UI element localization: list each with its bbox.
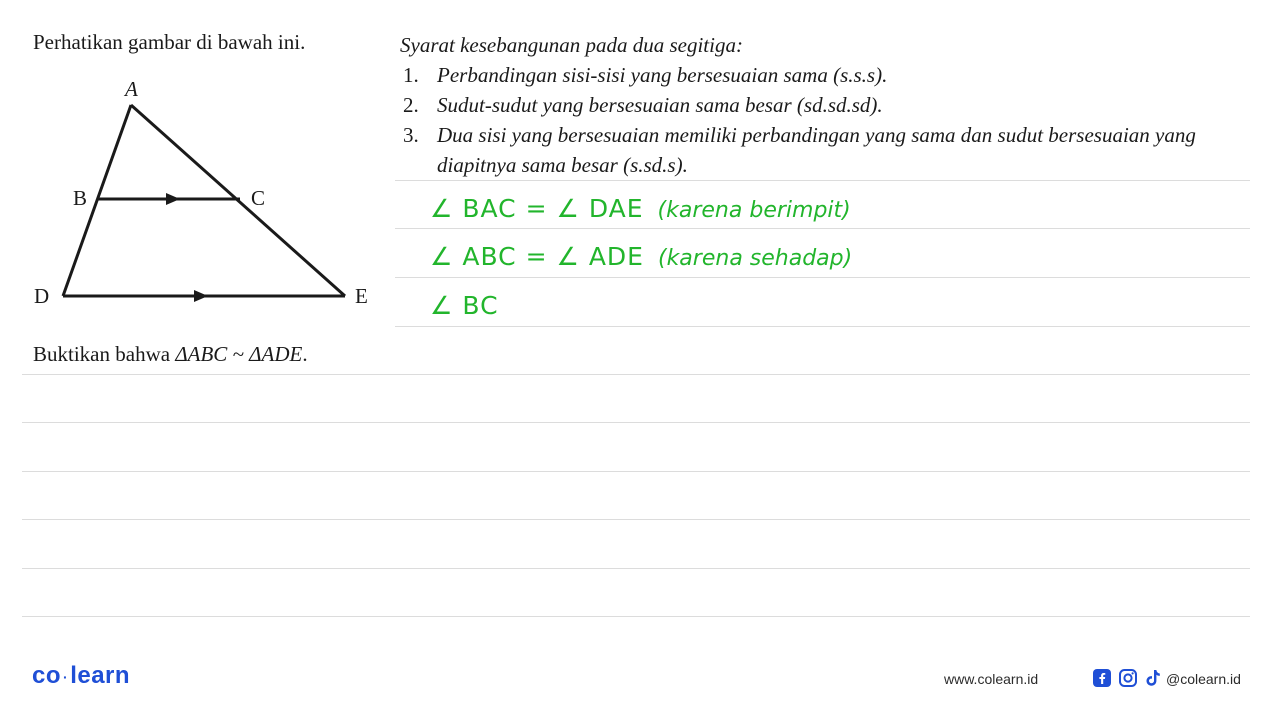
rule-line: [395, 277, 1250, 278]
vertex-label-a: A: [125, 77, 138, 101]
rule-line: [22, 422, 1250, 423]
rule-text: Dua sisi yang bersesuaian memiliki perbandingan yang sama dan sudut bersesuaian yang diapitnya sama besar (s.sd.s).: [437, 123, 1196, 177]
handwritten-math: ∠ ABC = ∠ ADE: [430, 242, 644, 271]
handwritten-line: [430, 242, 852, 271]
rule-line: [395, 228, 1250, 229]
logo-left: co: [32, 662, 62, 689]
logo-right: learn: [70, 662, 131, 689]
rule-item: [400, 120, 1230, 180]
rule-line: [22, 519, 1250, 520]
handwritten-line: [430, 291, 499, 320]
problem-prompt: Perhatikan gambar di bawah ini.: [33, 30, 306, 54]
rule-line: [22, 471, 1250, 472]
vertex-label-e: E: [355, 284, 368, 308]
similarity-rules: [400, 30, 1230, 180]
rule-line: [395, 180, 1250, 181]
rule-line: [395, 326, 1250, 327]
handwritten-line: [430, 194, 851, 223]
rule-line: [22, 374, 1250, 375]
vertex-label-d: D: [34, 284, 50, 308]
task-prefix: Buktikan bahwa: [33, 342, 176, 366]
triangle-diagram: [0, 0, 400, 330]
logo-dot-icon: ·: [63, 668, 69, 685]
vertex-label-b: B: [73, 186, 88, 210]
rule-line: [22, 568, 1250, 569]
rule-number: 3.: [403, 123, 419, 147]
tiktok-icon[interactable]: [1143, 668, 1163, 688]
social-handle[interactable]: @colearn.id: [1166, 671, 1241, 687]
rule-item: [400, 90, 1230, 120]
instagram-icon[interactable]: [1118, 668, 1138, 688]
rule-number: 2.: [403, 93, 419, 117]
rule-item: [400, 60, 1230, 90]
problem-task: [33, 342, 308, 367]
handwritten-math: ∠ BC: [430, 291, 499, 320]
rule-line: [22, 616, 1250, 617]
handwritten-math: ∠ BAC = ∠ DAE: [430, 194, 644, 223]
handwritten-note: (karena sehadap): [657, 246, 853, 271]
colearn-logo[interactable]: [32, 662, 130, 690]
parallel-arrow-icon: [194, 290, 208, 302]
rule-text: Perbandingan sisi-sisi yang bersesuaian sama (s.s.s).: [437, 63, 888, 87]
website-link[interactable]: www.colearn.id: [944, 671, 1039, 687]
facebook-icon[interactable]: [1092, 668, 1112, 688]
handwritten-note: (karena berimpit): [657, 198, 851, 223]
task-math: ΔABC ~ ΔADE: [175, 342, 303, 366]
rules-title: Syarat kesebangunan pada dua segitiga:: [400, 33, 743, 57]
rule-number: 1.: [403, 63, 419, 87]
rule-text: Sudut-sudut yang bersesuaian sama besar (sd.sd.sd).: [437, 93, 883, 117]
parallel-arrow-icon: [166, 193, 180, 205]
vertex-label-c: C: [251, 186, 266, 210]
task-suffix: .: [302, 342, 308, 366]
